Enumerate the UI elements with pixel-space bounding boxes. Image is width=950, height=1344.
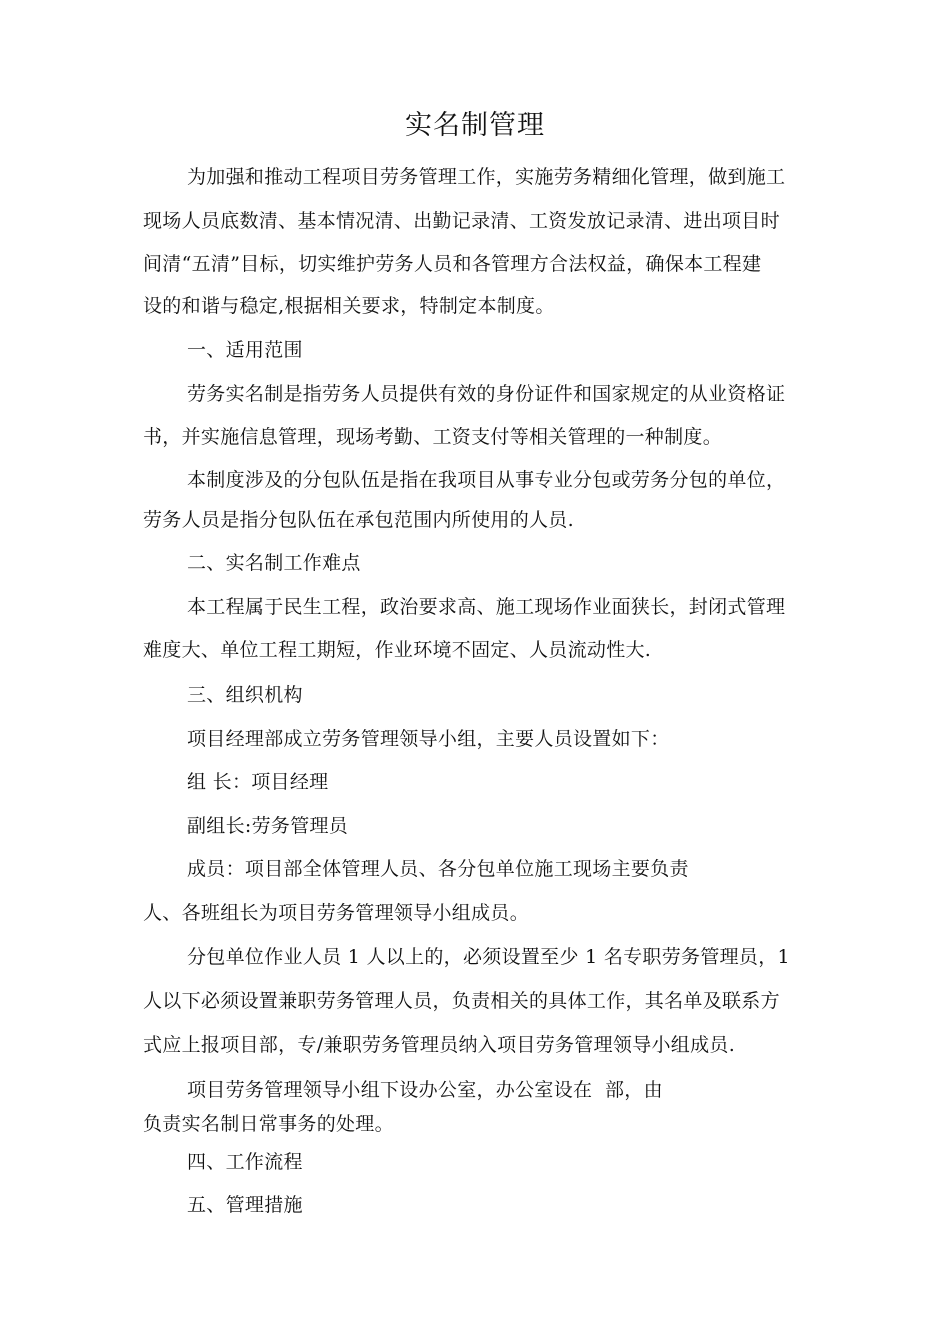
paragraph-line: 劳务实名制是指劳务人员提供有效的身份证件和国家规定的从业资格证 [187, 383, 786, 405]
paragraph-line: 副组长:劳务管理员 [187, 815, 349, 837]
paragraph-line: 项目经理部成立劳务管理领导小组，主要人员设置如下： [187, 728, 670, 750]
paragraph-line: 为加强和推动工程项目劳务管理工作，实施劳务精细化管理，做到施工 [187, 166, 786, 188]
section-heading: 一、适用范围 [187, 339, 303, 361]
section-heading: 四、工作流程 [187, 1151, 303, 1173]
document-title: 实名制管理 [405, 110, 545, 141]
paragraph-line: 现场人员底数清、基本情况清、出勤记录清、工资发放记录清、进出项目时 [143, 210, 780, 232]
paragraph-line: 设的和谐与稳定,根据相关要求，特制定本制度。 [143, 295, 555, 317]
paragraph-line: 成员：项目部全体管理人员、各分包单位施工现场主要负责 [187, 858, 689, 880]
paragraph-line: 负责实名制日常事务的处理。 [143, 1113, 394, 1135]
section-heading: 五、管理措施 [187, 1194, 303, 1216]
paragraph-line: 式应上报项目部，专/兼职劳务管理员纳入项目劳务管理领导小组成员. [143, 1034, 736, 1056]
paragraph-line: 难度大、单位工程工期短，作业环境不固定、人员流动性大. [143, 639, 652, 661]
paragraph-line: 组 长：项目经理 [187, 771, 329, 793]
paragraph-line: 间清“五清”目标，切实维护劳务人员和各管理方合法权益，确保本工程建 [143, 253, 762, 275]
paragraph-line: 项目劳务管理领导小组下设办公室，办公室设在 部，由 [187, 1079, 663, 1101]
section-heading: 二、实名制工作难点 [187, 552, 361, 574]
paragraph-line: 人、各班组长为项目劳务管理领导小组成员。 [143, 902, 530, 924]
section-heading: 三、组织机构 [187, 684, 303, 706]
paragraph-line: 劳务人员是指分包队伍在承包范围内所使用的人员. [143, 509, 574, 531]
paragraph-line: 分包单位作业人员 1 人以上的，必须设置至少 1 名专职劳务管理员，1 [187, 946, 790, 968]
paragraph-line: 本工程属于民生工程，政治要求高、施工现场作业面狭长，封闭式管理 [187, 596, 786, 618]
paragraph-line: 人以下必须设置兼职劳务管理人员，负责相关的具体工作，其名单及联系方 [143, 990, 780, 1012]
paragraph-line: 书，并实施信息管理，现场考勤、工资支付等相关管理的一种制度。 [143, 426, 723, 448]
paragraph-line: 本制度涉及的分包队伍是指在我项目从事专业分包或劳务分包的单位， [187, 469, 786, 491]
